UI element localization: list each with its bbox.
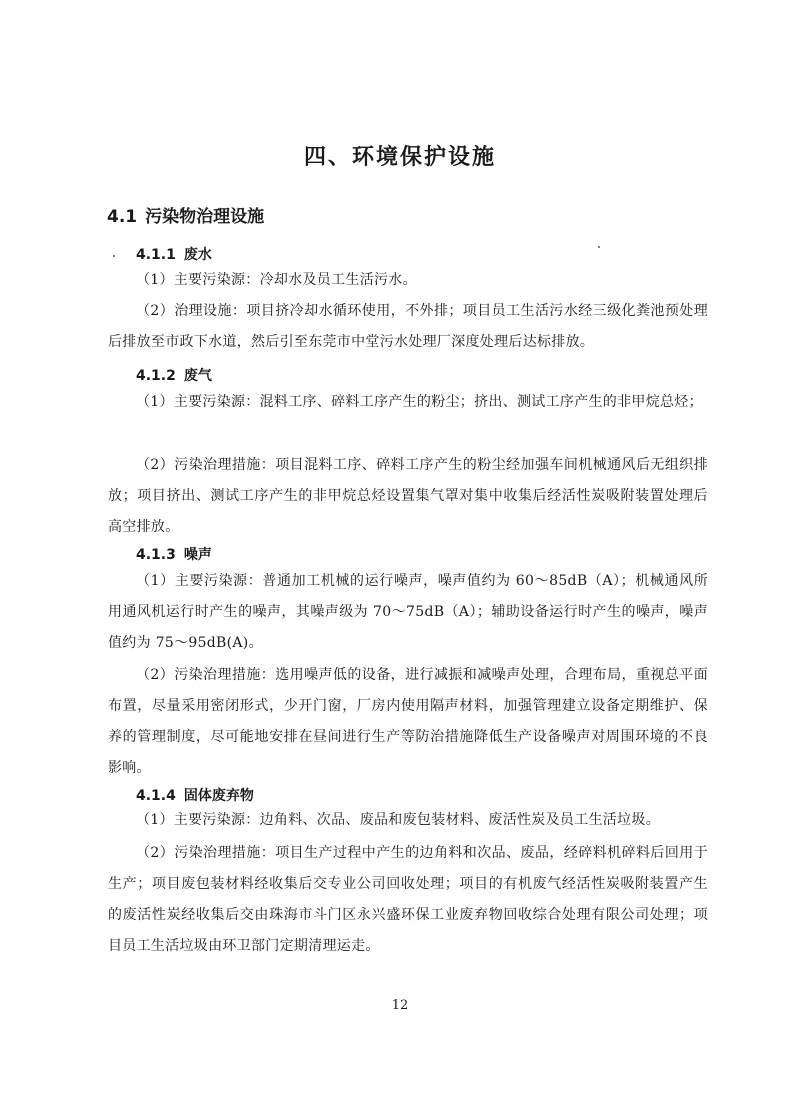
paragraph: （2）污染治理措施：项目生产过程中产生的边角料和次品、废品，经碎料机碎料后回用于生产；项目废包装材料经收集后交专业公司回收处理；项目的有机废气经活性炭吸附装置产生的废活性炭经收集后交由珠海市斗门区永兴盛环保工业废弃物回收综合处理有限公司处理；项目员工生活垃圾由环卫部门定期清理运走。 [108,845,708,954]
subsection-heading-exhaust-gas [136,365,212,385]
paragraph: （1）主要污染源：混料工序、碎料工序产生的粉尘；挤出、测试工序产生的非甲烷总烃； [136,394,703,410]
paragraph: （2）治理设施：项目挤冷却水循环使用，不外排；项目员工生活污水经三级化粪池预处理后排放至市政下水道，然后引至东莞市中堂污水处理厂深度处理后达标排放。 [108,303,708,350]
paragraph: （1）主要污染源：边角料、次品、废品和废包装材料、废活性炭及员工生活垃圾。 [136,812,661,828]
scan-speck [113,255,115,257]
subsection-number: 4.1.4 [136,788,176,804]
paragraph: （1）主要污染源：冷却水及员工生活污水。 [136,272,417,288]
paragraph: （2）污染治理措施：选用噪声低的设备，进行减振和减噪声处理，合理布局，重视总平面布置，尽量采用密闭形式，少开门窗，厂房内使用隔声材料，加强管理建立设备定期维护、保养的管理制度，尽可能地安排在昼间进行生产等防治措施降低生产设备噪声对周围环境的不良影响。 [108,667,708,776]
subsection-number: 4.1.2 [136,368,176,384]
subsection-heading-wastewater [136,244,212,264]
subsection-title: 废水 [183,247,212,263]
paragraph: （2）污染治理措施：项目混料工序、碎料工序产生的粉尘经加强车间机械通风后无组织排放；项目挤出、测试工序产生的非甲烷总烃设置集气罩对集中收集后经活性炭吸附装置处理后高空排放。 [108,457,708,535]
scan-speck [598,246,600,248]
subsection-number: 4.1.1 [136,247,176,263]
subsection-number: 4.1.3 [136,547,176,563]
subsection-heading-solid-waste [136,785,254,805]
section-title: 污染物治理设施 [145,207,265,227]
subsection-title: 废气 [183,368,212,384]
section-number: 4.1 [107,207,138,227]
page-number: 12 [391,998,409,1013]
subsection-heading-noise [136,544,212,564]
subsection-title: 固体废弃物 [183,788,254,804]
paragraph: （1）主要污染源：普通加工机械的运行噪声，噪声值约为 60～85dB（A）；机械通风所用通风机运行时产生的噪声，其噪声级为 70～75dB（A）；辅助设备运行时产生的噪声，噪声值约为 75～95dB(A)。 [108,573,708,651]
section-heading [107,202,264,227]
chapter-title: 四、环境保护设施 [303,145,496,170]
subsection-title: 噪声 [183,547,212,563]
